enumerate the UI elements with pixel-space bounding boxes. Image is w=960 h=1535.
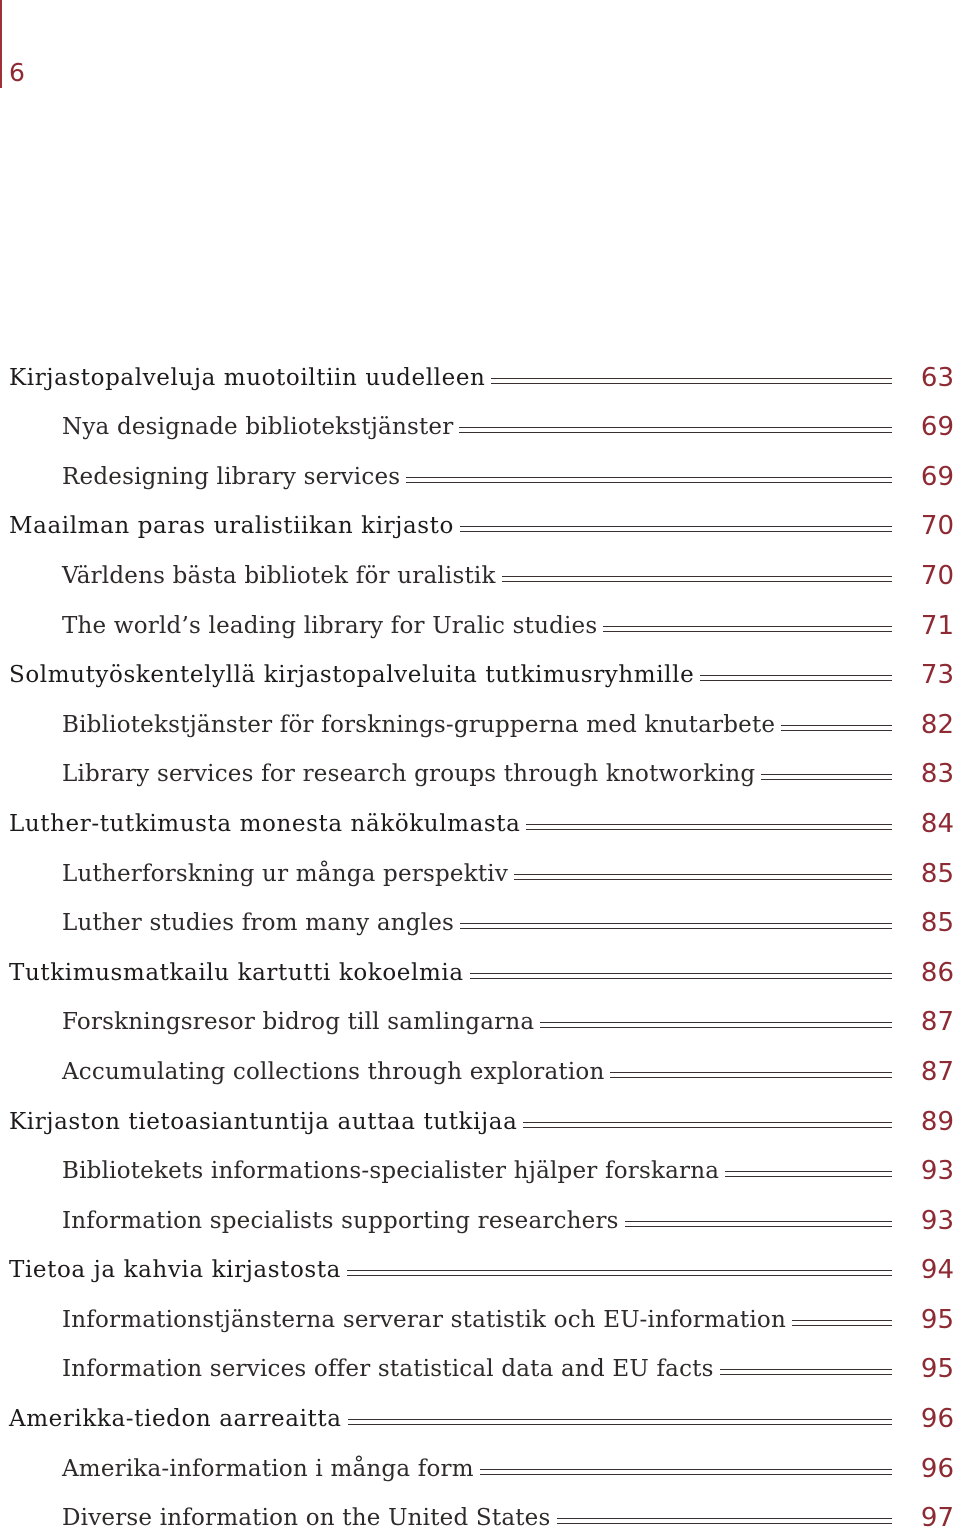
toc-leader-line: [459, 427, 892, 433]
toc-entry-page: 96: [920, 1404, 954, 1435]
toc-entry-title: Diverse information on the United States: [62, 1505, 551, 1532]
toc-leader-line: [725, 1171, 892, 1177]
toc-entry[interactable]: [0, 891, 960, 941]
toc-leader-line: [700, 675, 892, 681]
toc-entry[interactable]: [0, 791, 960, 841]
toc-entry-title: Luther studies from many angles: [62, 910, 455, 937]
toc-entry-page: 87: [920, 1056, 954, 1087]
toc-leader-line: [406, 477, 892, 483]
toc-entry-page: 86: [920, 957, 954, 988]
toc-leader-line: [625, 1221, 892, 1227]
toc-entry[interactable]: [0, 643, 960, 693]
toc-entry-title: Lutherforskning ur många perspektiv: [62, 860, 509, 887]
toc-entry-page: 85: [920, 858, 954, 889]
toc-leader-line: [603, 626, 892, 632]
toc-entry[interactable]: [0, 1287, 960, 1337]
toc-entry[interactable]: [0, 395, 960, 445]
toc-entry[interactable]: [0, 1188, 960, 1238]
toc-entry-title: Amerikka-tiedon aarreaitta: [9, 1406, 342, 1433]
toc-entry[interactable]: [0, 742, 960, 792]
toc-leader-line: [502, 576, 892, 582]
toc-entry[interactable]: [0, 1386, 960, 1436]
toc-entry[interactable]: [0, 345, 960, 395]
toc-entry-title: Världens bästa bibliotek för uralistik: [62, 562, 496, 589]
toc-leader-line: [514, 874, 892, 880]
toc-entry[interactable]: [0, 692, 960, 742]
toc-entry-page: 95: [920, 1304, 954, 1335]
toc-leader-line: [761, 774, 892, 780]
toc-entry-title: Information specialists supporting researchers: [62, 1207, 619, 1234]
toc-entry-page: 85: [920, 908, 954, 939]
toc-entry[interactable]: [0, 1486, 960, 1535]
toc-leader-line: [792, 1320, 892, 1326]
toc-entry-page: 89: [920, 1106, 954, 1137]
toc-entry[interactable]: [0, 1089, 960, 1139]
toc-entry[interactable]: [0, 1238, 960, 1288]
toc-entry-page: 94: [920, 1255, 954, 1286]
toc-entry-page: 70: [920, 560, 954, 591]
toc-leader-line: [610, 1072, 892, 1078]
toc-entry[interactable]: [0, 494, 960, 544]
toc-leader-line: [557, 1518, 893, 1524]
toc-leader-line: [460, 526, 892, 532]
toc-entry-page: 93: [920, 1156, 954, 1187]
toc-entry-title: Bibliotekstjänster för forsknings-grupperna med knutarbete: [62, 711, 776, 738]
page-margin-rule: [0, 0, 2, 88]
toc-leader-line: [347, 1270, 892, 1276]
toc-entry-page: 97: [920, 1503, 954, 1534]
toc-leader-line: [720, 1369, 892, 1375]
toc-entry-page: 83: [920, 759, 954, 790]
toc-leader-line: [523, 1122, 892, 1128]
toc-entry[interactable]: [0, 1436, 960, 1486]
toc-entry-title: Maailman paras uralistiikan kirjasto: [9, 513, 454, 540]
toc-entry-title: Tutkimusmatkailu kartutti kokoelmia: [9, 959, 464, 986]
toc-entry-title: Nya designade bibliotekstjänster: [62, 414, 454, 441]
toc-entry[interactable]: [0, 990, 960, 1040]
toc-leader-line: [781, 725, 892, 731]
toc-entry-page: 69: [920, 461, 954, 492]
toc-entry-page: 70: [920, 511, 954, 542]
toc-entry[interactable]: [0, 444, 960, 494]
toc-entry-title: Informationstjänsterna serverar statistik och EU-information: [62, 1306, 786, 1333]
toc-entry-title: Library services for research groups through knotworking: [62, 761, 756, 788]
toc-entry-title: Accumulating collections through exploration: [62, 1058, 605, 1085]
toc-entry-page: 71: [920, 610, 954, 641]
toc-entry[interactable]: [0, 940, 960, 990]
toc-leader-line: [526, 824, 892, 830]
toc-entry-page: 84: [920, 808, 954, 839]
toc-entry-title: The world’s leading library for Uralic studies: [62, 612, 598, 639]
toc-entry[interactable]: [0, 1337, 960, 1387]
toc-entry[interactable]: [0, 593, 960, 643]
toc-entry-page: 82: [920, 709, 954, 740]
toc-entry-page: 96: [920, 1453, 954, 1484]
toc-entry-title: Amerika-information i många form: [62, 1455, 474, 1482]
toc-entry-title: Information services offer statistical data and EU facts: [62, 1356, 714, 1383]
toc-entry[interactable]: [0, 1039, 960, 1089]
toc-entry-title: Forskningsresor bidrog till samlingarna: [62, 1009, 535, 1036]
toc-entry-page: 69: [920, 412, 954, 443]
toc-entry-page: 73: [920, 660, 954, 691]
toc-entry-page: 63: [920, 362, 954, 393]
toc-entry-title: Bibliotekets informations-specialister hjälper forskarna: [62, 1158, 720, 1185]
toc-entry[interactable]: [0, 841, 960, 891]
toc-leader-line: [470, 973, 892, 979]
toc-entry-title: Kirjaston tietoasiantuntija auttaa tutkijaa: [9, 1108, 518, 1135]
toc-leader-line: [540, 1022, 892, 1028]
toc-entry-page: 87: [920, 1007, 954, 1038]
toc-entry[interactable]: [0, 543, 960, 593]
toc-entry-title: Kirjastopalveluja muotoiltiin uudelleen: [9, 364, 486, 391]
table-of-contents: [0, 345, 960, 1535]
toc-entry-page: 93: [920, 1205, 954, 1236]
toc-leader-line: [460, 923, 892, 929]
toc-entry-title: Tietoa ja kahvia kirjastosta: [9, 1257, 341, 1284]
toc-leader-line: [491, 378, 892, 384]
toc-leader-line: [348, 1419, 892, 1425]
toc-entry-title: Redesigning library services: [62, 463, 401, 490]
toc-leader-line: [480, 1469, 892, 1475]
page-number: 6: [9, 58, 25, 87]
toc-entry-title: Luther-tutkimusta monesta näkökulmasta: [9, 810, 521, 837]
toc-entry-page: 95: [920, 1354, 954, 1385]
toc-entry[interactable]: [0, 1139, 960, 1189]
toc-entry-title: Solmutyöskentelyllä kirjastopalveluita tutkimusryhmille: [9, 662, 695, 689]
